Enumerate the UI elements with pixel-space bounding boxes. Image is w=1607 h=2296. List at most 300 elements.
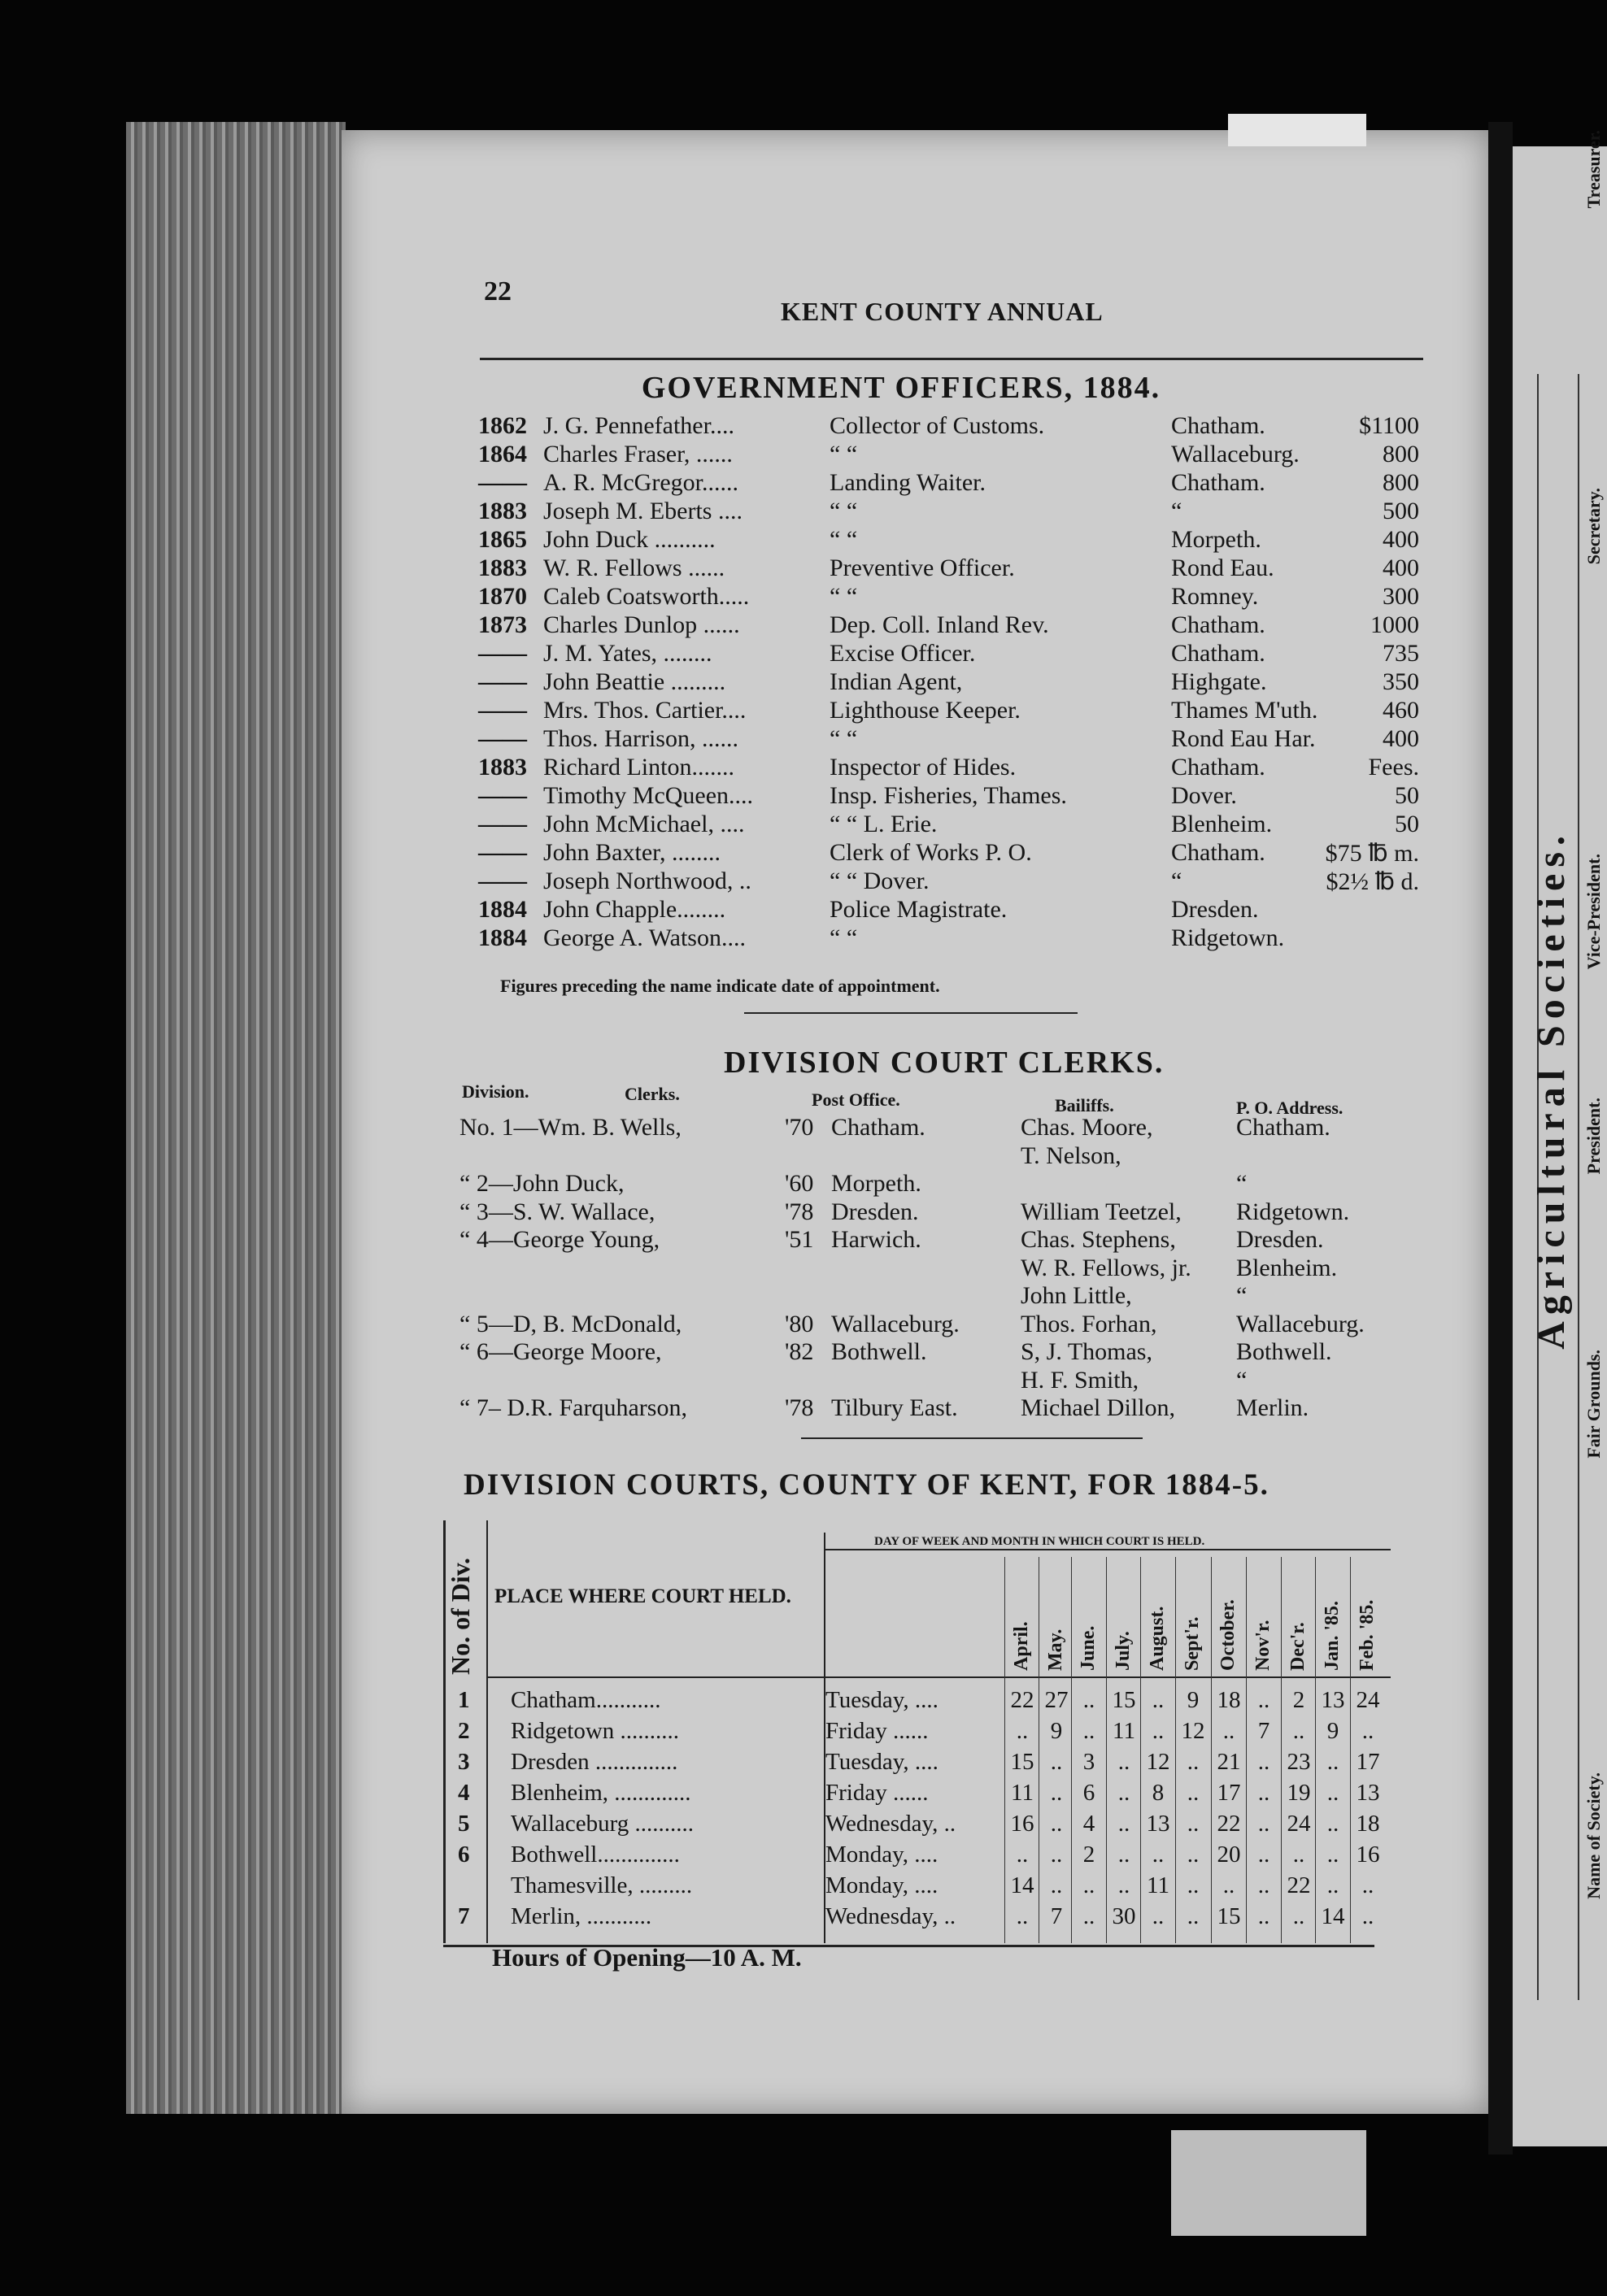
side-column-header: Secretary.	[1583, 488, 1604, 565]
court-day: Friday ......	[825, 1718, 929, 1744]
court-date-cell: 11	[1147, 1872, 1169, 1898]
clerk-year: '80	[785, 1310, 814, 1337]
officer-year: 1865	[478, 526, 527, 553]
court-day: Tuesday, ....	[825, 1749, 939, 1775]
court-place: Dresden ..............	[511, 1749, 678, 1775]
page-clip-bottom	[1171, 2130, 1366, 2236]
officer-place: Chatham.	[1171, 754, 1265, 781]
officer-year: 1870	[478, 583, 527, 610]
court-date-cell: 13	[1146, 1811, 1170, 1837]
bailiff-name: Chas. Stephens,	[1021, 1226, 1176, 1253]
court-date-cell: ..	[1257, 1687, 1270, 1713]
clerk-row	[0, 1282, 1607, 1311]
court-date-cell: ..	[1016, 1842, 1029, 1868]
clerks-col-division: Division.	[462, 1081, 529, 1102]
officer-row	[0, 640, 1607, 669]
month-header: May.	[1045, 1629, 1066, 1671]
officer-name: Charles Fraser, ......	[543, 441, 733, 467]
officer-office: Collector of Customs.	[830, 412, 1045, 439]
officer-row	[0, 469, 1607, 498]
court-row	[0, 1749, 1607, 1778]
clerks-col-clerks: Clerks.	[625, 1084, 680, 1104]
court-date-cell: ..	[1187, 1780, 1200, 1806]
gov-footnote: Figures preceding the name indicate date of appointment.	[500, 976, 940, 996]
court-date-cell: ..	[1326, 1811, 1339, 1837]
court-date-cell: ..	[1187, 1749, 1200, 1775]
page-clip-top	[1228, 114, 1366, 146]
officer-row	[0, 924, 1607, 954]
court-row	[0, 1872, 1607, 1902]
officer-salary: 800	[1383, 441, 1419, 467]
court-date-cell: 14	[1321, 1903, 1345, 1929]
month-header: Nov'r.	[1252, 1620, 1274, 1671]
court-date-cell: ..	[1016, 1718, 1029, 1744]
court-date-cell: ..	[1326, 1749, 1339, 1775]
court-date-cell: ..	[1187, 1842, 1200, 1868]
court-date-cell: ..	[1050, 1872, 1063, 1898]
clerk-year: '78	[785, 1198, 814, 1225]
officer-office: Lighthouse Keeper.	[830, 697, 1021, 724]
court-date-cell: 15	[1112, 1687, 1136, 1713]
court-date-cell: 7	[1050, 1903, 1063, 1929]
court-date-cell: 15	[1010, 1749, 1034, 1775]
officer-office: “ “	[830, 924, 858, 951]
court-date-cell: 24	[1287, 1811, 1311, 1837]
court-date-cell: 19	[1287, 1780, 1311, 1806]
clerk-row	[0, 1338, 1607, 1368]
court-date-cell: ..	[1082, 1903, 1095, 1929]
clerk-year: '82	[785, 1338, 814, 1365]
court-date-cell: ..	[1361, 1903, 1374, 1929]
court-date-cell: 15	[1217, 1903, 1241, 1929]
clerk-post-office: Bothwell.	[831, 1338, 927, 1365]
officer-office: Indian Agent,	[830, 668, 963, 695]
court-date-cell: 7	[1257, 1718, 1270, 1744]
officer-office: Police Magistrate.	[830, 896, 1008, 923]
officer-place: Blenheim.	[1171, 811, 1273, 837]
officer-place: Romney.	[1171, 583, 1259, 610]
court-day: Monday, ....	[825, 1842, 939, 1868]
page-number: 22	[484, 276, 512, 307]
court-date-cell: ..	[1257, 1780, 1270, 1806]
court-div-no: 1	[458, 1687, 470, 1713]
clerk-row	[0, 1367, 1607, 1396]
section-rule-2	[801, 1437, 1143, 1439]
court-date-cell: 30	[1112, 1903, 1136, 1929]
officer-place: Morpeth.	[1171, 526, 1261, 553]
officer-name: John Duck ..........	[543, 526, 716, 553]
officer-row	[0, 782, 1607, 811]
officer-year: ——	[478, 697, 527, 724]
court-div-no: 7	[458, 1903, 470, 1929]
clerk-row	[0, 1142, 1607, 1172]
officer-year: 1884	[478, 924, 527, 951]
month-header: June.	[1078, 1625, 1099, 1671]
bailiff-name: H. F. Smith,	[1021, 1366, 1139, 1394]
court-date-cell: ..	[1082, 1718, 1095, 1744]
court-date-cell: 17	[1217, 1780, 1241, 1806]
court-date-cell: 2	[1082, 1842, 1095, 1868]
bailiff-name: S, J. Thomas,	[1021, 1338, 1152, 1365]
court-date-cell: ..	[1050, 1749, 1063, 1775]
officer-salary: $75 ℔ m.	[1325, 840, 1419, 867]
officer-row	[0, 725, 1607, 754]
clerk-row	[0, 1311, 1607, 1340]
court-place: Blenheim, .............	[511, 1780, 691, 1806]
court-div-no: 4	[458, 1780, 470, 1806]
bailiff-address: “	[1236, 1366, 1248, 1394]
court-date-cell: 22	[1010, 1687, 1034, 1713]
court-place: Wallaceburg ..........	[511, 1811, 695, 1837]
officer-name: John Baxter, ........	[543, 839, 721, 866]
officer-office: Excise Officer.	[830, 640, 976, 667]
officer-salary: 400	[1383, 725, 1419, 752]
side-column-header: President.	[1583, 1098, 1604, 1175]
court-day: Wednesday, ..	[825, 1811, 956, 1837]
clerks-title: DIVISION COURT CLERKS.	[724, 1046, 1165, 1080]
bailiff-address: Ridgetown.	[1236, 1198, 1350, 1225]
officer-salary: 350	[1383, 668, 1419, 695]
officer-office: “ “ L. Erie.	[830, 811, 938, 837]
officer-place: “	[1171, 868, 1182, 894]
court-date-cell: 20	[1217, 1842, 1241, 1868]
court-date-cell: 16	[1356, 1842, 1380, 1868]
side-column-header: Treasurer.	[1583, 130, 1604, 209]
clerk-division: “ 5—D, B. McDonald,	[459, 1310, 682, 1337]
officer-row	[0, 668, 1607, 698]
court-date-cell: ..	[1082, 1687, 1095, 1713]
court-date-cell: ..	[1152, 1842, 1165, 1868]
officer-name: Mrs. Thos. Cartier....	[543, 697, 747, 724]
clerk-post-office: Harwich.	[831, 1226, 921, 1253]
bailiff-name: Michael Dillon,	[1021, 1394, 1175, 1421]
court-date-cell: ..	[1222, 1718, 1235, 1744]
officer-salary: 500	[1383, 498, 1419, 524]
court-date-cell: 16	[1010, 1811, 1034, 1837]
court-date-cell: 23	[1287, 1749, 1311, 1775]
officer-name: Charles Dunlop ......	[543, 611, 740, 638]
officer-place: Dresden.	[1171, 896, 1259, 923]
court-date-cell: ..	[1326, 1780, 1339, 1806]
clerks-col-bailiffs: Bailiffs.	[1055, 1095, 1114, 1115]
clerk-year: '51	[785, 1226, 814, 1253]
month-header: April.	[1011, 1621, 1032, 1671]
court-day: Friday ......	[825, 1780, 929, 1806]
officer-name: John Beattie .........	[543, 668, 726, 695]
bailiff-address: Wallaceburg.	[1236, 1310, 1365, 1337]
clerk-post-office: Dresden.	[831, 1198, 919, 1225]
gov-officers-title: GOVERNMENT OFFICERS, 1884.	[641, 371, 1161, 405]
hours-of-opening: Hours of Opening—10 A. M.	[492, 1943, 802, 1972]
officer-row	[0, 868, 1607, 897]
officer-year: 1883	[478, 554, 527, 581]
court-date-cell: ..	[1117, 1872, 1130, 1898]
clerk-row	[0, 1114, 1607, 1143]
clerk-row	[0, 1255, 1607, 1284]
court-div-no: 2	[458, 1718, 470, 1744]
officer-office: “ “	[830, 725, 858, 752]
court-place: Chatham...........	[511, 1687, 661, 1713]
court-date-cell: ..	[1326, 1842, 1339, 1868]
officer-salary: 735	[1383, 640, 1419, 667]
clerk-year: '60	[785, 1170, 814, 1197]
officer-office: Clerk of Works P. O.	[830, 839, 1032, 866]
side-table-line-2	[1578, 374, 1579, 2000]
court-date-cell: 9	[1050, 1718, 1063, 1744]
officer-name: Thos. Harrison, ......	[543, 725, 738, 752]
court-date-cell: ..	[1292, 1718, 1305, 1744]
officer-year: ——	[478, 811, 527, 837]
clerks-col-address: P. O. Address.	[1236, 1098, 1344, 1118]
officer-year: ——	[478, 668, 527, 695]
bailiff-name: Chas. Moore,	[1021, 1114, 1153, 1141]
officer-row	[0, 498, 1607, 527]
section-rule-1	[744, 1012, 1078, 1014]
court-date-cell: 9	[1187, 1687, 1200, 1713]
clerk-post-office: Chatham.	[831, 1114, 925, 1141]
court-row	[0, 1903, 1607, 1933]
officer-name: J. G. Pennefather....	[543, 412, 734, 439]
officer-place: Chatham.	[1171, 839, 1265, 866]
officer-place: Chatham.	[1171, 469, 1265, 496]
officer-place: Rond Eau.	[1171, 554, 1274, 581]
clerk-division: “ 3—S. W. Wallace,	[459, 1198, 655, 1225]
officer-year: 1873	[478, 611, 527, 638]
officer-office: “ “ Dover.	[830, 868, 930, 894]
court-place: Ridgetown ..........	[511, 1718, 680, 1744]
courts-title: DIVISION COURTS, COUNTY OF KENT, FOR 1884-5.	[464, 1468, 1269, 1502]
officer-place: Chatham.	[1171, 640, 1265, 667]
court-date-cell: ..	[1361, 1718, 1374, 1744]
courts-col-no-header: No. of Div.	[446, 1558, 475, 1675]
bailiff-name: W. R. Fellows, jr.	[1021, 1254, 1191, 1281]
officer-year: ——	[478, 839, 527, 866]
court-date-cell: 12	[1146, 1749, 1170, 1775]
officer-year: 1884	[478, 896, 527, 923]
court-date-cell: 3	[1082, 1749, 1095, 1775]
month-header: Sept'r.	[1182, 1616, 1203, 1671]
officer-year: ——	[478, 640, 527, 667]
officer-office: “ “	[830, 526, 858, 553]
clerk-row	[0, 1170, 1607, 1199]
court-date-cell: ..	[1082, 1872, 1095, 1898]
bailiff-address: “	[1236, 1170, 1248, 1197]
court-date-cell: ..	[1257, 1749, 1270, 1775]
clerk-year: '70	[785, 1114, 814, 1141]
officer-place: Highgate.	[1171, 668, 1267, 695]
clerk-post-office: Tilbury East.	[831, 1394, 958, 1421]
bailiff-address: Chatham.	[1236, 1114, 1330, 1141]
clerk-row	[0, 1198, 1607, 1228]
officer-row	[0, 554, 1607, 584]
court-date-cell: ..	[1117, 1749, 1130, 1775]
court-place: Thamesville, .........	[511, 1872, 693, 1898]
court-date-cell: ..	[1257, 1811, 1270, 1837]
court-date-cell: 6	[1082, 1780, 1095, 1806]
court-date-cell: 12	[1181, 1718, 1205, 1744]
month-header: July.	[1113, 1631, 1134, 1671]
court-date-cell: 13	[1356, 1780, 1380, 1806]
court-date-cell: 22	[1217, 1811, 1241, 1837]
court-row	[0, 1842, 1607, 1871]
officer-row	[0, 412, 1607, 441]
bailiff-name: William Teetzel,	[1021, 1198, 1182, 1225]
court-date-cell: 24	[1356, 1687, 1380, 1713]
bailiff-address: “	[1236, 1282, 1248, 1309]
court-date-cell: ..	[1361, 1872, 1374, 1898]
officer-place: Chatham.	[1171, 412, 1265, 439]
officer-row	[0, 754, 1607, 783]
clerk-division: “ 7– D.R. Farquharson,	[459, 1394, 687, 1421]
officer-name: Joseph M. Eberts ....	[543, 498, 743, 524]
officer-row	[0, 526, 1607, 555]
officer-name: J. M. Yates, ........	[543, 640, 712, 667]
bailiff-address: Dresden.	[1236, 1226, 1324, 1253]
clerk-year: '78	[785, 1394, 814, 1421]
court-date-cell: ..	[1292, 1842, 1305, 1868]
court-date-cell: ..	[1187, 1903, 1200, 1929]
bailiff-name: John Little,	[1021, 1282, 1132, 1309]
officer-salary: 400	[1383, 554, 1419, 581]
court-date-cell: 2	[1292, 1687, 1305, 1713]
officer-row	[0, 839, 1607, 868]
court-date-cell: ..	[1187, 1872, 1200, 1898]
officer-office: Insp. Fisheries, Thames.	[830, 782, 1067, 809]
officer-row	[0, 811, 1607, 840]
court-day: Wednesday, ..	[825, 1903, 956, 1929]
officer-office: Preventive Officer.	[830, 554, 1015, 581]
court-date-cell: 13	[1321, 1687, 1345, 1713]
month-header: Dec'r.	[1287, 1622, 1309, 1671]
court-date-cell: 21	[1217, 1749, 1241, 1775]
officer-name: George A. Watson....	[543, 924, 746, 951]
month-header: August.	[1147, 1606, 1168, 1671]
court-date-cell: ..	[1187, 1811, 1200, 1837]
officer-office: Landing Waiter.	[830, 469, 986, 496]
court-date-cell: 9	[1326, 1718, 1339, 1744]
month-header: Jan. '85.	[1322, 1600, 1343, 1671]
court-date-cell: ..	[1152, 1687, 1165, 1713]
officer-row	[0, 697, 1607, 726]
court-date-cell: 11	[1011, 1780, 1034, 1806]
clerk-row	[0, 1394, 1607, 1424]
court-day: Tuesday, ....	[825, 1687, 939, 1713]
running-title: KENT COUNTY ANNUAL	[781, 297, 1104, 326]
court-place: Merlin, ...........	[511, 1903, 652, 1929]
officer-year: 1883	[478, 498, 527, 524]
officer-name: Caleb Coatsworth.....	[543, 583, 750, 610]
clerk-division: “ 2—John Duck,	[459, 1170, 625, 1197]
officer-office: Inspector of Hides.	[830, 754, 1017, 781]
officer-year: ——	[478, 868, 527, 894]
officer-salary: 300	[1383, 583, 1419, 610]
court-date-cell: ..	[1292, 1903, 1305, 1929]
officer-place: Ridgetown.	[1171, 924, 1285, 951]
court-date-cell: ..	[1152, 1903, 1165, 1929]
officer-year: ——	[478, 782, 527, 809]
courts-header-rule	[488, 1676, 1391, 1678]
court-date-cell: 11	[1113, 1718, 1135, 1744]
court-date-cell: ..	[1117, 1842, 1130, 1868]
bailiff-address: Bothwell.	[1236, 1338, 1332, 1365]
bailiff-address: Merlin.	[1236, 1394, 1309, 1421]
court-row	[0, 1718, 1607, 1747]
bailiff-address: Blenheim.	[1236, 1254, 1338, 1281]
clerk-post-office: Wallaceburg.	[831, 1310, 960, 1337]
officer-office: Dep. Coll. Inland Rev.	[830, 611, 1049, 638]
header-rule	[480, 358, 1423, 360]
clerk-division: “ 6—George Moore,	[459, 1338, 662, 1365]
officer-row	[0, 611, 1607, 641]
court-date-cell: ..	[1050, 1811, 1063, 1837]
officer-salary: 50	[1395, 811, 1419, 837]
officer-place: Thames M'uth.	[1171, 697, 1318, 724]
courts-col-place-header: PLACE WHERE COURT HELD.	[494, 1585, 791, 1607]
court-date-cell: 14	[1010, 1872, 1034, 1898]
court-date-cell: ..	[1257, 1903, 1270, 1929]
officer-place: Dover.	[1171, 782, 1237, 809]
officer-salary: $2½ ℔ d.	[1326, 868, 1419, 895]
courts-col-group-header: DAY OF WEEK AND MONTH IN WHICH COURT IS HELD.	[874, 1535, 1205, 1548]
clerk-post-office: Morpeth.	[831, 1170, 921, 1197]
officer-name: Timothy McQueen....	[543, 782, 754, 809]
court-row	[0, 1811, 1607, 1840]
bailiff-name: T. Nelson,	[1021, 1141, 1121, 1169]
officer-salary: 460	[1383, 697, 1419, 724]
officer-office: “ “	[830, 498, 858, 524]
officer-year: 1883	[478, 754, 527, 781]
officer-office: “ “	[830, 441, 858, 467]
court-div-no: 6	[458, 1842, 470, 1868]
officer-row	[0, 896, 1607, 925]
court-date-cell: ..	[1117, 1780, 1130, 1806]
courts-group-rule	[825, 1549, 1391, 1550]
officer-place: Rond Eau Har.	[1171, 725, 1316, 752]
officer-year: 1864	[478, 441, 527, 467]
clerk-division: “ 4—George Young,	[459, 1226, 660, 1253]
officer-year: ——	[478, 725, 527, 752]
side-column-header: Name of Society.	[1583, 1772, 1604, 1899]
court-date-cell: ..	[1117, 1811, 1130, 1837]
court-date-cell: ..	[1152, 1718, 1165, 1744]
officer-row	[0, 441, 1607, 470]
court-date-cell: ..	[1050, 1780, 1063, 1806]
court-date-cell: ..	[1222, 1872, 1235, 1898]
court-div-no: 3	[458, 1749, 470, 1775]
side-column-header: Fair Grounds.	[1583, 1350, 1604, 1459]
officer-year: 1862	[478, 412, 527, 439]
bailiff-name: Thos. Forhan,	[1021, 1310, 1157, 1337]
court-date-cell: 18	[1356, 1811, 1380, 1837]
court-day: Monday, ....	[825, 1872, 939, 1898]
officer-name: Richard Linton.......	[543, 754, 734, 781]
officer-name: John McMichael, ....	[543, 811, 745, 837]
officer-salary: 800	[1383, 469, 1419, 496]
officer-salary: 1000	[1370, 611, 1419, 638]
officer-name: John Chapple........	[543, 896, 726, 923]
court-div-no: 5	[458, 1811, 470, 1837]
officer-name: Joseph Northwood, ..	[543, 868, 751, 894]
clerks-col-post-office: Post Office.	[812, 1089, 900, 1110]
court-row	[0, 1687, 1607, 1716]
officer-name: W. R. Fellows ......	[543, 554, 725, 581]
officer-year: ——	[478, 469, 527, 496]
court-date-cell: ..	[1257, 1842, 1270, 1868]
officer-place: Chatham.	[1171, 611, 1265, 638]
officer-office: “ “	[830, 583, 858, 610]
month-header: October.	[1217, 1599, 1239, 1671]
officer-place: “	[1171, 498, 1182, 524]
